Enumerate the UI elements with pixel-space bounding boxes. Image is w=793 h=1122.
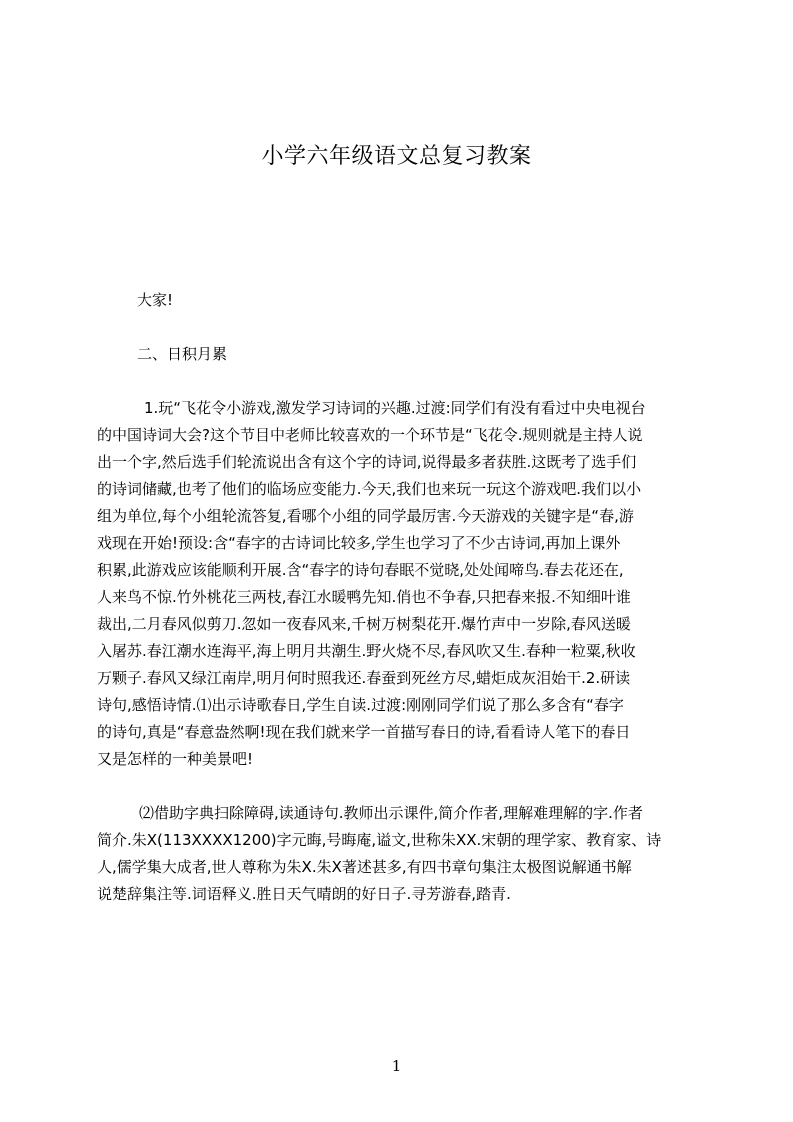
- greeting: 大家!: [137, 291, 174, 309]
- paragraph-line: 入屠苏.春江潮水连海平,海上明月共潮生.野火烧不尽,春风吹又生.春种一粒粟,秋收: [97, 642, 636, 660]
- page-number: 1: [391, 1057, 402, 1075]
- paragraph-line: 又是怎样的一种美景吧!: [97, 750, 254, 768]
- paragraph-line: 的诗句,真是“春意盎然啊!现在我们就来学一首描写春日的诗,看看诗人笔下的春日: [97, 723, 631, 741]
- paragraph-line: 诗句,感悟诗情.⑴出示诗歌春日,学生自读.过渡:刚刚同学们说了那么多含有“春字: [97, 696, 624, 714]
- paragraph-line: 出一个字,然后选手们轮流说出含有这个字的诗词,说得最多者获胜.这既考了选手们: [97, 453, 637, 471]
- section-heading: 二、日积月累: [137, 345, 228, 363]
- page-title: 小学六年级语文总复习教案: [261, 144, 532, 169]
- paragraph-line: 1.玩“飞花令小游戏,激发学习诗词的兴趣.过渡:同学们有没有看过中央电视台: [144, 399, 646, 417]
- paragraph-line: 简介.朱X(113XXXX1200)字元晦,号晦庵,谥文,世称朱XX.宋朝的理学家、教育家、诗: [97, 831, 662, 849]
- paragraph-line: 人,儒学集大成者,世人尊称为朱X.朱X著述甚多,有四书章句集注太极图说解通书解: [97, 858, 632, 876]
- paragraph-line: 人来鸟不惊.竹外桃花三两枝,春江水暖鸭先知.俏也不争春,只把春来报.不知细叶谁: [97, 588, 631, 606]
- paragraph-line: 裁出,二月春风似剪刀.忽如一夜春风来,千树万树梨花开.爆竹声中一岁除,春风送暖: [97, 615, 631, 633]
- paragraph-line: 的中国诗词大会?这个节目中老师比较喜欢的一个环节是“飞花令.规则就是主持人说: [97, 426, 643, 444]
- paragraph-line: 说楚辞集注等.词语释义.胜日天气晴朗的好日子.寻芳游春,踏青.: [97, 885, 511, 903]
- paragraph-line: 戏现在开始!预设:含“春字的古诗词比较多,学生也学习了不少古诗词,再加上课外: [97, 534, 621, 552]
- paragraph-line: 组为单位,每个小组轮流答复,看哪个小组的同学最厉害.今天游戏的关键字是“春,游: [97, 507, 634, 525]
- paragraph-line: ⑵借助字典扫除障碍,读通诗句.教师出示课件,简介作者,理解难理解的字.作者: [139, 804, 643, 822]
- paragraph-line: 的诗词储藏,也考了他们的临场应变能力.今天,我们也来玩一玩这个游戏吧.我们以小: [97, 480, 642, 498]
- paragraph-line: 万颗子.春风又绿江南岸,明月何时照我还.春蚕到死丝方尽,蜡炬成灰泪始干.2.研读: [97, 669, 631, 687]
- paragraph-line: 积累,此游戏应该能顺利开展.含“春字的诗句春眠不觉晓,处处闻啼鸟.春去花还在,: [97, 561, 624, 579]
